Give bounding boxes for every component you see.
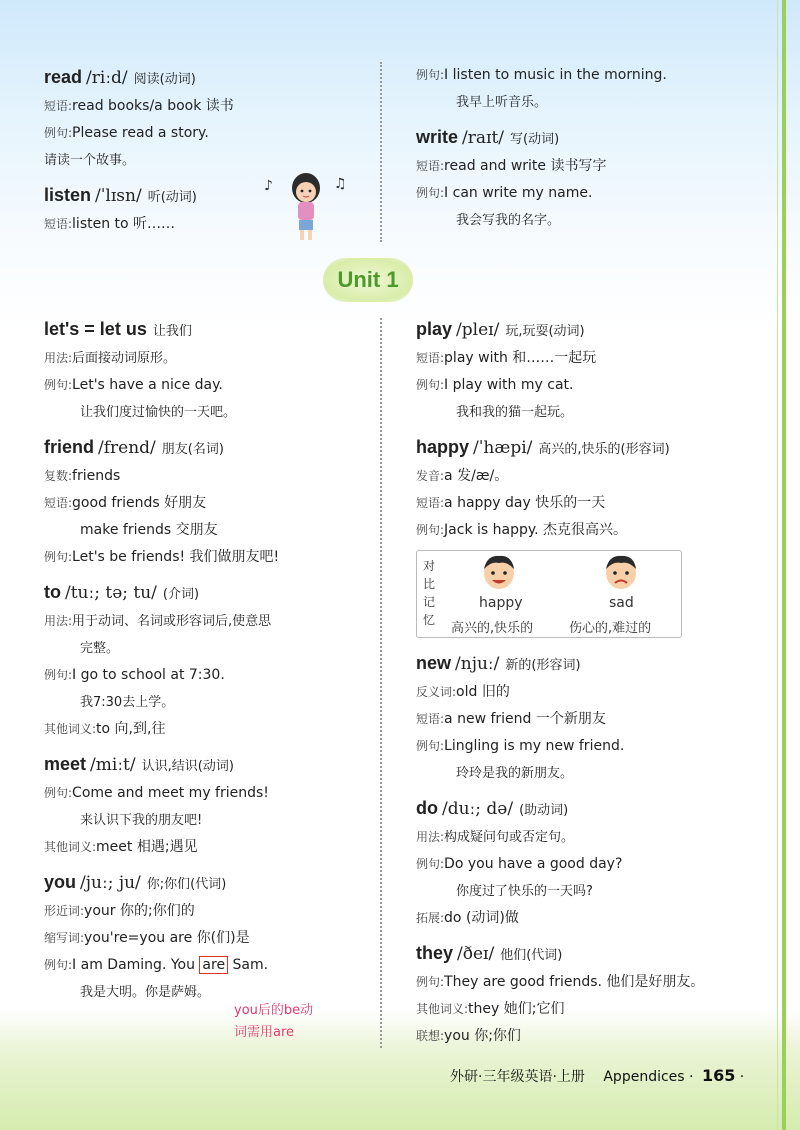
example-translation: 我会写我的名字。 — [456, 213, 561, 228]
label: 例句: — [416, 68, 445, 82]
phrase: good friends 好朋友 — [72, 495, 207, 511]
label: 拓展: — [416, 911, 445, 925]
word: write — [416, 127, 459, 147]
example-translation: 我7:30去上学。 — [80, 695, 175, 710]
similar-word: your 你的;你们的 — [84, 903, 195, 919]
note-line: 词需用are — [234, 1025, 295, 1040]
example-translation: 让我们度过愉快的一天吧。 — [80, 405, 237, 420]
happy-label: happy — [479, 595, 523, 611]
headword — [44, 581, 374, 606]
top-right-column — [416, 66, 776, 238]
example-translation: 我早上听音乐。 — [456, 95, 548, 110]
label: 短语: — [416, 351, 445, 365]
right-column-lower — [416, 652, 776, 1054]
word: listen — [44, 185, 92, 205]
phonetic: /ˈhæpi/ — [473, 438, 533, 458]
meaning: (介词) — [162, 587, 200, 602]
example: Come and meet my friends! — [72, 785, 269, 801]
page-footer: 外研·三年级英语·上册 Appendices · 165 · — [450, 1066, 745, 1085]
word: friend — [44, 437, 95, 457]
label: 缩写词: — [44, 931, 85, 945]
entry-lets — [44, 318, 374, 422]
label: 例句: — [416, 523, 445, 537]
example: I listen to music in the morning. — [444, 67, 667, 83]
example: I can write my name. — [444, 185, 593, 201]
word: they — [416, 943, 454, 963]
example-translation: 玲玲是我的新朋友。 — [456, 766, 574, 781]
label: 形近词: — [44, 904, 85, 918]
headword — [416, 436, 776, 461]
entry-happy — [416, 436, 776, 540]
phrase: play with 和……一起玩 — [444, 350, 597, 366]
phonetic: /miːt/ — [90, 755, 136, 775]
example: Do you have a good day? — [444, 856, 623, 872]
entry-new — [416, 652, 776, 783]
meaning: 你;你们(代词) — [146, 877, 227, 892]
label: 例句: — [416, 186, 445, 200]
phonetic: /frend/ — [98, 438, 156, 458]
extension: do (动词)做 — [444, 910, 519, 926]
headword — [44, 436, 374, 461]
girl-listening-illustration — [262, 168, 352, 242]
highlighted-word: are — [199, 956, 228, 974]
label: 例句: — [416, 975, 445, 989]
meaning: 高兴的,快乐的(形容词) — [538, 442, 670, 457]
antonym: old 旧的 — [456, 684, 510, 700]
meaning: 阅读(动词) — [133, 72, 196, 87]
entry-meet — [44, 753, 374, 857]
phrase: a happy day 快乐的一天 — [444, 495, 606, 511]
compare-memory-box — [416, 550, 682, 638]
example: Let's be friends! 我们做朋友吧! — [72, 549, 280, 565]
compare-label: 对比记忆 — [423, 559, 436, 627]
usage: 用于动词、名词或形容词后,使意思 — [72, 614, 272, 629]
example: Sam. — [228, 957, 269, 973]
phonetic: /tuː; tə; tu/ — [65, 583, 157, 603]
annotation-note — [234, 1000, 313, 1044]
entry-you — [44, 871, 374, 1002]
phrase: listen to 听…… — [72, 216, 176, 232]
label: 联想: — [416, 1029, 445, 1043]
note-line: you后的be动 — [234, 1003, 314, 1018]
headword — [416, 652, 776, 677]
word: read — [44, 67, 83, 87]
left-column — [44, 318, 374, 1010]
meaning: 朋友(名词) — [161, 442, 224, 457]
word: to — [44, 582, 61, 602]
other-meaning: to 向,到,往 — [96, 721, 166, 737]
association: you 你;你们 — [444, 1028, 521, 1044]
label: 其他词义: — [416, 1002, 469, 1016]
example: I am Daming. You — [72, 957, 200, 973]
phonetic: /ðeɪ/ — [457, 944, 495, 964]
example-translation: 请读一个故事。 — [44, 153, 136, 168]
margin-rule-thin — [777, 0, 778, 1130]
entry-read — [44, 66, 374, 170]
sad-face-icon — [603, 553, 639, 593]
example: Let's have a nice day. — [72, 377, 223, 393]
unit-title: Unit 1 — [337, 267, 399, 292]
meaning: (助动词) — [519, 803, 569, 818]
label: 短语: — [44, 217, 73, 231]
headword — [416, 126, 776, 151]
word: new — [416, 653, 452, 673]
label: 其他词义: — [44, 840, 97, 854]
headword — [44, 318, 374, 343]
example: They are good friends. 他们是好朋友。 — [444, 974, 705, 990]
meaning: 让我们 — [152, 324, 192, 339]
label: 反义词: — [416, 685, 457, 699]
example: I play with my cat. — [444, 377, 574, 393]
phonetic: /njuː/ — [455, 654, 500, 674]
entry-friend — [44, 436, 374, 567]
label: 复数: — [44, 469, 73, 483]
phonetic: /juː; ju/ — [80, 873, 141, 893]
word: meet — [44, 754, 87, 774]
right-column — [416, 318, 776, 548]
example-translation: 我是大明。你是萨姆。 — [80, 985, 211, 1000]
music-note-icon: ♫ — [334, 176, 347, 192]
usage: 后面接动词原形。 — [72, 351, 177, 366]
entry-write — [416, 126, 776, 230]
phonetic: /riːd/ — [86, 68, 128, 88]
word: you — [44, 872, 77, 892]
phrase: read and write 读书写字 — [444, 158, 607, 174]
entry-do — [416, 797, 776, 928]
sad-translation: 伤心的,难过的 — [569, 621, 652, 636]
headword — [44, 66, 374, 91]
meaning: 他们(代词) — [500, 948, 563, 963]
headword — [416, 942, 776, 967]
entry-to — [44, 581, 374, 739]
label: 例句: — [416, 378, 445, 392]
label: 例句: — [44, 550, 73, 564]
happy-face-icon — [481, 553, 517, 593]
meaning: 认识,结识(动词) — [141, 759, 234, 774]
word: do — [416, 798, 438, 818]
label: 例句: — [416, 739, 445, 753]
phonetic: /ˈlɪsn/ — [95, 186, 142, 206]
book-title: 外研·三年级英语·上册 — [450, 1069, 585, 1085]
headword — [44, 753, 374, 778]
example: Please read a story. — [72, 125, 209, 141]
pronunciation: a 发/æ/。 — [444, 468, 509, 484]
other-meaning: meet 相遇;遇见 — [96, 839, 198, 855]
word: play — [416, 319, 453, 339]
section-name: Appendices — [603, 1069, 685, 1085]
abbreviation: you're=you are 你(们)是 — [84, 930, 250, 946]
label: 用法: — [416, 830, 445, 844]
usage: 构成疑问句或否定句。 — [444, 830, 575, 845]
phonetic: /raɪt/ — [462, 128, 505, 148]
other-meaning: they 她们;它们 — [468, 1001, 565, 1017]
label: 短语: — [44, 99, 73, 113]
example: I go to school at 7:30. — [72, 667, 225, 683]
example: Lingling is my new friend. — [444, 738, 625, 754]
example-translation: 来认识下我的朋友吧! — [80, 813, 203, 828]
meaning: 新的(形容词) — [505, 658, 581, 673]
margin-rule — [782, 0, 786, 1130]
label: 短语: — [44, 496, 73, 510]
page-number: 165 — [701, 1066, 736, 1085]
label: 短语: — [416, 496, 445, 510]
phonetic: /duː; də/ — [442, 799, 514, 819]
label: 例句: — [44, 126, 73, 140]
label: 其他词义: — [44, 722, 97, 736]
label: 发音: — [416, 469, 445, 483]
phrase: read books/a book 读书 — [72, 98, 234, 114]
example-translation: 我和我的猫一起玩。 — [456, 405, 574, 420]
example: Jack is happy. 杰克很高兴。 — [444, 522, 628, 538]
label: 短语: — [416, 159, 445, 173]
happy-translation: 高兴的,快乐的 — [451, 621, 534, 636]
meaning: 听(动词) — [147, 190, 197, 205]
word: let's = let us — [44, 319, 147, 339]
word: happy — [416, 437, 470, 457]
usage: 完整。 — [80, 641, 120, 656]
label: 例句: — [44, 668, 73, 682]
label: 例句: — [416, 857, 445, 871]
example-translation: 你度过了快乐的一天吗? — [456, 884, 593, 899]
sad-label: sad — [609, 595, 634, 611]
phrase: a new friend 一个新朋友 — [444, 711, 606, 727]
plural: friends — [72, 468, 121, 484]
label: 例句: — [44, 378, 73, 392]
headword — [44, 871, 374, 896]
headword — [416, 797, 776, 822]
phonetic: /pleɪ/ — [456, 320, 500, 340]
label: 短语: — [416, 712, 445, 726]
column-divider-top — [380, 62, 382, 242]
label: 用法: — [44, 614, 73, 628]
music-note-icon: ♪ — [264, 178, 273, 194]
meaning: 玩,玩耍(动词) — [505, 324, 585, 339]
entry-they — [416, 942, 776, 1046]
label: 例句: — [44, 958, 73, 972]
label: 用法: — [44, 351, 73, 365]
unit-title-badge — [323, 258, 413, 302]
meaning: 写(动词) — [510, 132, 560, 147]
headword — [416, 318, 776, 343]
phrase: make friends 交朋友 — [80, 522, 218, 538]
column-divider-main — [380, 318, 382, 1048]
entry-play — [416, 318, 776, 422]
label: 例句: — [44, 786, 73, 800]
